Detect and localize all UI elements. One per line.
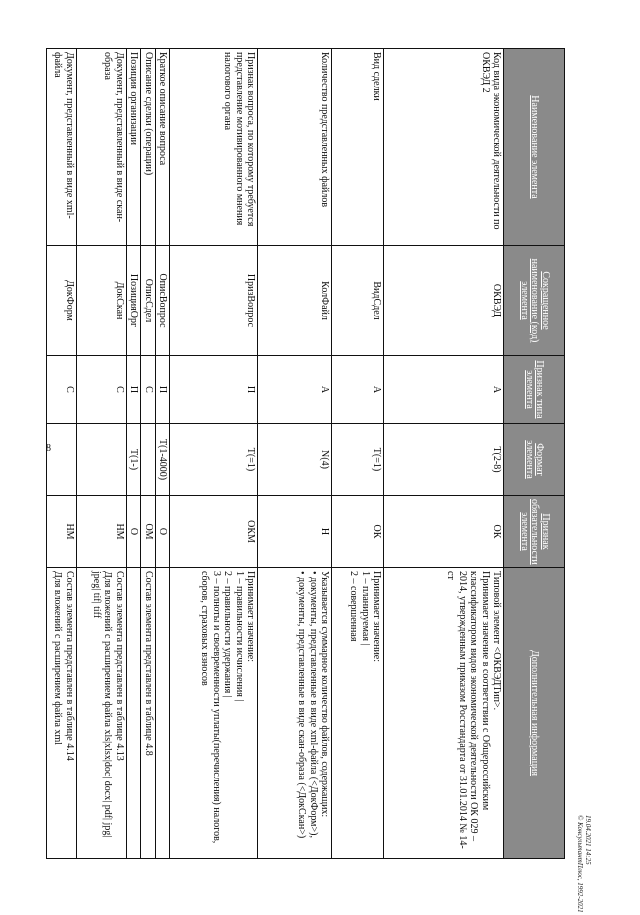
table-row <box>384 49 504 859</box>
cell-type: А <box>258 356 332 424</box>
cell-format <box>46 424 76 496</box>
cell-required: ОК <box>332 496 384 568</box>
cell-type: С <box>46 356 76 424</box>
info-line: Принимает значение: <box>371 571 382 663</box>
info-line: Состав элемента представлен в таблице 4.8 <box>142 571 154 756</box>
info-line: Для вложений с расширением файла xml <box>52 571 64 746</box>
header-name: Наименование элемента <box>504 49 565 246</box>
cell-info <box>170 568 258 859</box>
table-row <box>126 49 140 859</box>
cell-name: Количество представленных файлов <box>258 49 332 246</box>
print-stamp <box>576 815 592 915</box>
cell-format: T(=1) <box>170 424 258 496</box>
table-row <box>332 49 384 859</box>
cell-info <box>126 568 140 859</box>
cell-info <box>46 568 76 859</box>
cell-code: ПозицияОрг <box>126 246 140 356</box>
cell-name: Позиция организации <box>126 49 140 246</box>
cell-type: С <box>76 356 126 424</box>
table-row <box>170 49 258 859</box>
cell-name: Документ, представленный в виде скан-образа <box>76 49 126 246</box>
info-line: 3 – полноты и своевременности уплаты(перечисления) налогов, сборов, страховых взносов <box>199 571 222 844</box>
table-row <box>141 49 155 859</box>
table-row <box>46 49 76 859</box>
info-bullet: • документы, представленные в виде скан-образа (<ДокСкан>) <box>296 571 308 839</box>
elements-table <box>46 48 565 859</box>
cell-name: Код вида экономической деятельности по ОКВЭД 2 <box>384 49 504 246</box>
cell-info <box>332 568 384 859</box>
cell-format: T(2-8) <box>384 424 504 496</box>
cell-required: О <box>126 496 140 568</box>
cell-code: ДокСкан <box>76 246 126 356</box>
cell-format: T(1-) <box>126 424 140 496</box>
cell-info <box>76 568 126 859</box>
info-line: Состав элемента представлен в таблице 4.13 <box>113 571 125 761</box>
cell-format <box>76 424 126 496</box>
cell-info <box>141 568 155 859</box>
cell-format: N(4) <box>258 424 332 496</box>
info-bullet: • документы, представленные в виде xml-файла (<ДокФорм>), <box>307 571 319 838</box>
info-line: 1 – правильности исчисления | <box>233 571 245 702</box>
table-row <box>76 49 126 859</box>
stamp-source: © КонсультантПлюс, 1992-2021 <box>576 815 584 913</box>
rotated-table-frame <box>52 48 565 858</box>
cell-format <box>141 424 155 496</box>
cell-name: Описание сделки (операции) <box>141 49 155 246</box>
cell-required: О <box>155 496 169 568</box>
cell-info <box>384 568 504 859</box>
cell-type: П <box>170 356 258 424</box>
cell-required: Н <box>258 496 332 568</box>
table-row <box>155 49 169 859</box>
info-line: 1 – планируемая | <box>359 571 371 646</box>
cell-required: ОК <box>384 496 504 568</box>
info-line: Принимает значение в соответствии с Общероссийским классификатором видов экономической деятельности ОК 029 – 2014, утвержденным приказом Росстандарта от 31.01.2014 № 14-ст <box>445 571 491 849</box>
cell-code: ПризВопрос <box>170 246 258 356</box>
cell-code: ОКВЭД <box>384 246 504 356</box>
cell-info <box>258 568 332 859</box>
info-line: Типовой элемент <ОКВЭДТип>. <box>491 571 502 711</box>
header-required: Признак обязательности элемента <box>504 496 565 568</box>
cell-code: ДокФорм <box>46 246 76 356</box>
cell-code: ВидСдел <box>332 246 384 356</box>
header-type: Признак типа элемента <box>504 356 565 424</box>
cell-required: ОКМ <box>170 496 258 568</box>
cell-name: Документ, представленный в виде xml-файла <box>46 49 76 246</box>
cell-code: ОписВопрос <box>155 246 169 356</box>
cell-required: НМ <box>76 496 126 568</box>
info-line: Для вложений с расширением файла xls|xlsx|doc| docx| pdf| jpg| jpeg| tif| tiff <box>90 571 114 838</box>
table-header-row <box>504 49 565 859</box>
info-line: Состав элемента представлен в таблице 4.14 <box>63 571 75 761</box>
cell-required: ОМ <box>141 496 155 568</box>
cell-format: T(1-4000) <box>155 424 169 496</box>
stamp-date: 19.04.2021 14:25 <box>584 815 592 865</box>
cell-type: А <box>384 356 504 424</box>
cell-type: С <box>141 356 155 424</box>
info-line: Принимает значение: <box>245 571 256 663</box>
info-line: Указывается суммарное количество файлов, содержащих: <box>319 571 330 818</box>
header-format: Формат элемента <box>504 424 565 496</box>
page-number: 8 <box>46 443 51 454</box>
info-line: 2 – правильности удержания | <box>222 571 234 698</box>
cell-type: А <box>332 356 384 424</box>
header-info: Дополнительная информация <box>504 568 565 859</box>
cell-code: ОписСдел <box>141 246 155 356</box>
header-code: Сокращенное наименование (код) элемента <box>504 246 565 356</box>
info-line: 2 – совершенная <box>348 571 360 642</box>
cell-code: КолФайл <box>258 246 332 356</box>
cell-name: Вид сделки <box>332 49 384 246</box>
cell-format: T(=1) <box>332 424 384 496</box>
table-row <box>258 49 332 859</box>
cell-type: П <box>155 356 169 424</box>
cell-info <box>155 568 169 859</box>
cell-name: Признак вопроса, по которому требуется представление мотивированного мнения налогового органа <box>170 49 258 246</box>
cell-name: Краткое описание вопроса <box>155 49 169 246</box>
cell-required: НМ <box>46 496 76 568</box>
cell-type: П <box>126 356 140 424</box>
